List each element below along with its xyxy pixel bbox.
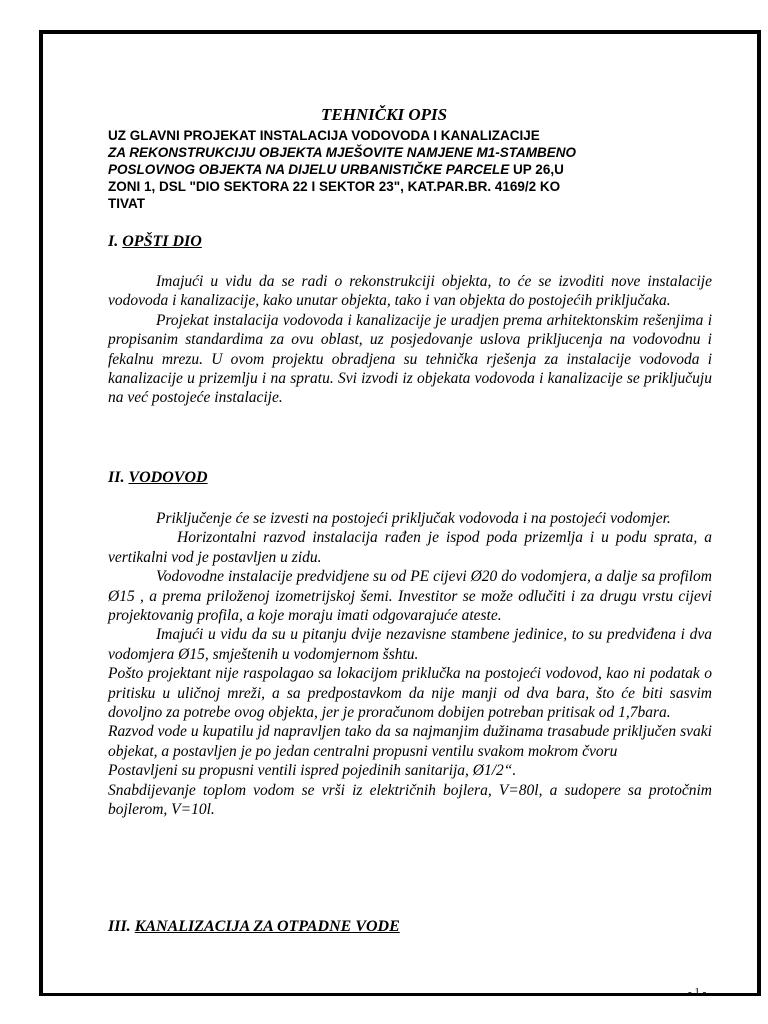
paragraph: Priključenje će se izvesti na postojeći priključak vodovoda i na postojeći vodomjer. [156,510,671,527]
paragraph: Vodovodne instalacije predvidjene su od PE cijevi Ø20 do vodomjera, a dalje sa profilom Ø15 , a prema priloženoj izometrijskoj šemi. Investitor se može odlučiti i za drugu vrstu cijevi projektovanig profila, a koje moraju imati odgovarajuće ateste. [108,568,712,625]
document-subtitle [108,127,668,212]
section-number: I. [108,233,123,250]
page-number: - 1 - [688,986,707,998]
paragraph: Imajući u vidu da se radi o rekonstrukciji objekta, to će se izvoditi nove instalacije vodovoda i kanalizacije, kako unutar objekta, tako i van objekta do postojećih priključaka. [108,273,712,310]
section-title: VODOVOD [128,469,208,486]
section-heading-opsti-dio [108,233,202,251]
paragraph: Razvod vode u kupatilu jd napravljen tako da sa najmanjim dužinama trasabude priključen svaki objekat, a postavljen je po jedan centralni propusni ventilu svakom mokrom čvoru [108,723,712,760]
subtitle-line-3-italic: POSLOVNOG OBJEKTA NA DIJELU URBANISTIČKE PARCELE [108,162,510,177]
section-body-vodovod [108,509,712,820]
paragraph: Horizontalni razvod instalacija rađen je ispod poda prizemlja i u podu sprata, a vertikalni vod je postavljen u zidu. [108,529,712,566]
section-number: II. [108,469,129,486]
section-number: III. [108,918,135,935]
document-title: TEHNIČKI OPIS [320,105,448,124]
subtitle-line-3-rest: UP 26,U [509,162,564,177]
section-title: KANALIZACIJA ZA OTPADNE VODE [134,918,400,935]
paragraph: Postavljeni su propusni ventili ispred pojedinih sanitarija, Ø1/2“. [108,762,517,780]
subtitle-line-5: TIVAT [108,196,145,211]
section-title: OPŠTI DIO [122,233,202,250]
paragraph: Snabdijevanje toplom vodom se vrši iz električnih bojlera, V=80l, a sudopere sa protočnim bojlerom, V=10l. [108,781,712,819]
subtitle-line-1: UZ GLAVNI PROJEKAT INSTALACIJA VODOVODA I KANALIZACIJE [108,128,540,143]
paragraph: Projekat instalacija vodovoda i kanalizacije je uradjen prema arhitektonskim rešenjima i propisanim standardima za ovu oblast, uz posjedovanje uslova prikljucenja na vodovodnu i fekalnu mrezu. U ovom projektu obradjena su tehnička rješenja za instalacije vodovoda i kanalizacije u prizemlju i na spratu. Svi izvodi iz objekata vodovoda i kanalizacije se priključuju na već postojeće instalacije. [108,311,712,407]
subtitle-line-2: ZA REKONSTRUKCIJU OBJEKTA MJEŠOVITE NAMJENE M1-STAMBENO [108,145,577,160]
paragraph: Pošto projektant nije raspolagao sa lokacijom priklučka na postojeći vodovod, kao ni podatak o pritisku u uličnoj mreži, a sa predpostavkom da nije manji od dva bara, što će biti sasvim dovoljno za potrebe ovog objekta, jer je proračunom dobijen potreban pritisak od 1,7bara. [108,665,712,722]
section-body-opsti-dio [108,272,712,408]
section-heading-kanalizacija [108,918,400,936]
section-heading-vodovod [108,469,208,487]
subtitle-line-4: ZONI 1, DSL "DIO SEKTORA 22 I SEKTOR 23", KAT.PAR.BR. 4169/2 KO [108,179,561,194]
subtitle-line-3 [108,161,668,178]
paragraph: Imajući u vidu da su u pitanju dvije nezavisne stambene jedinice, to su predviđena i dva vodomjera Ø15, smještenih u vodomjernom šshtu. [108,626,712,663]
